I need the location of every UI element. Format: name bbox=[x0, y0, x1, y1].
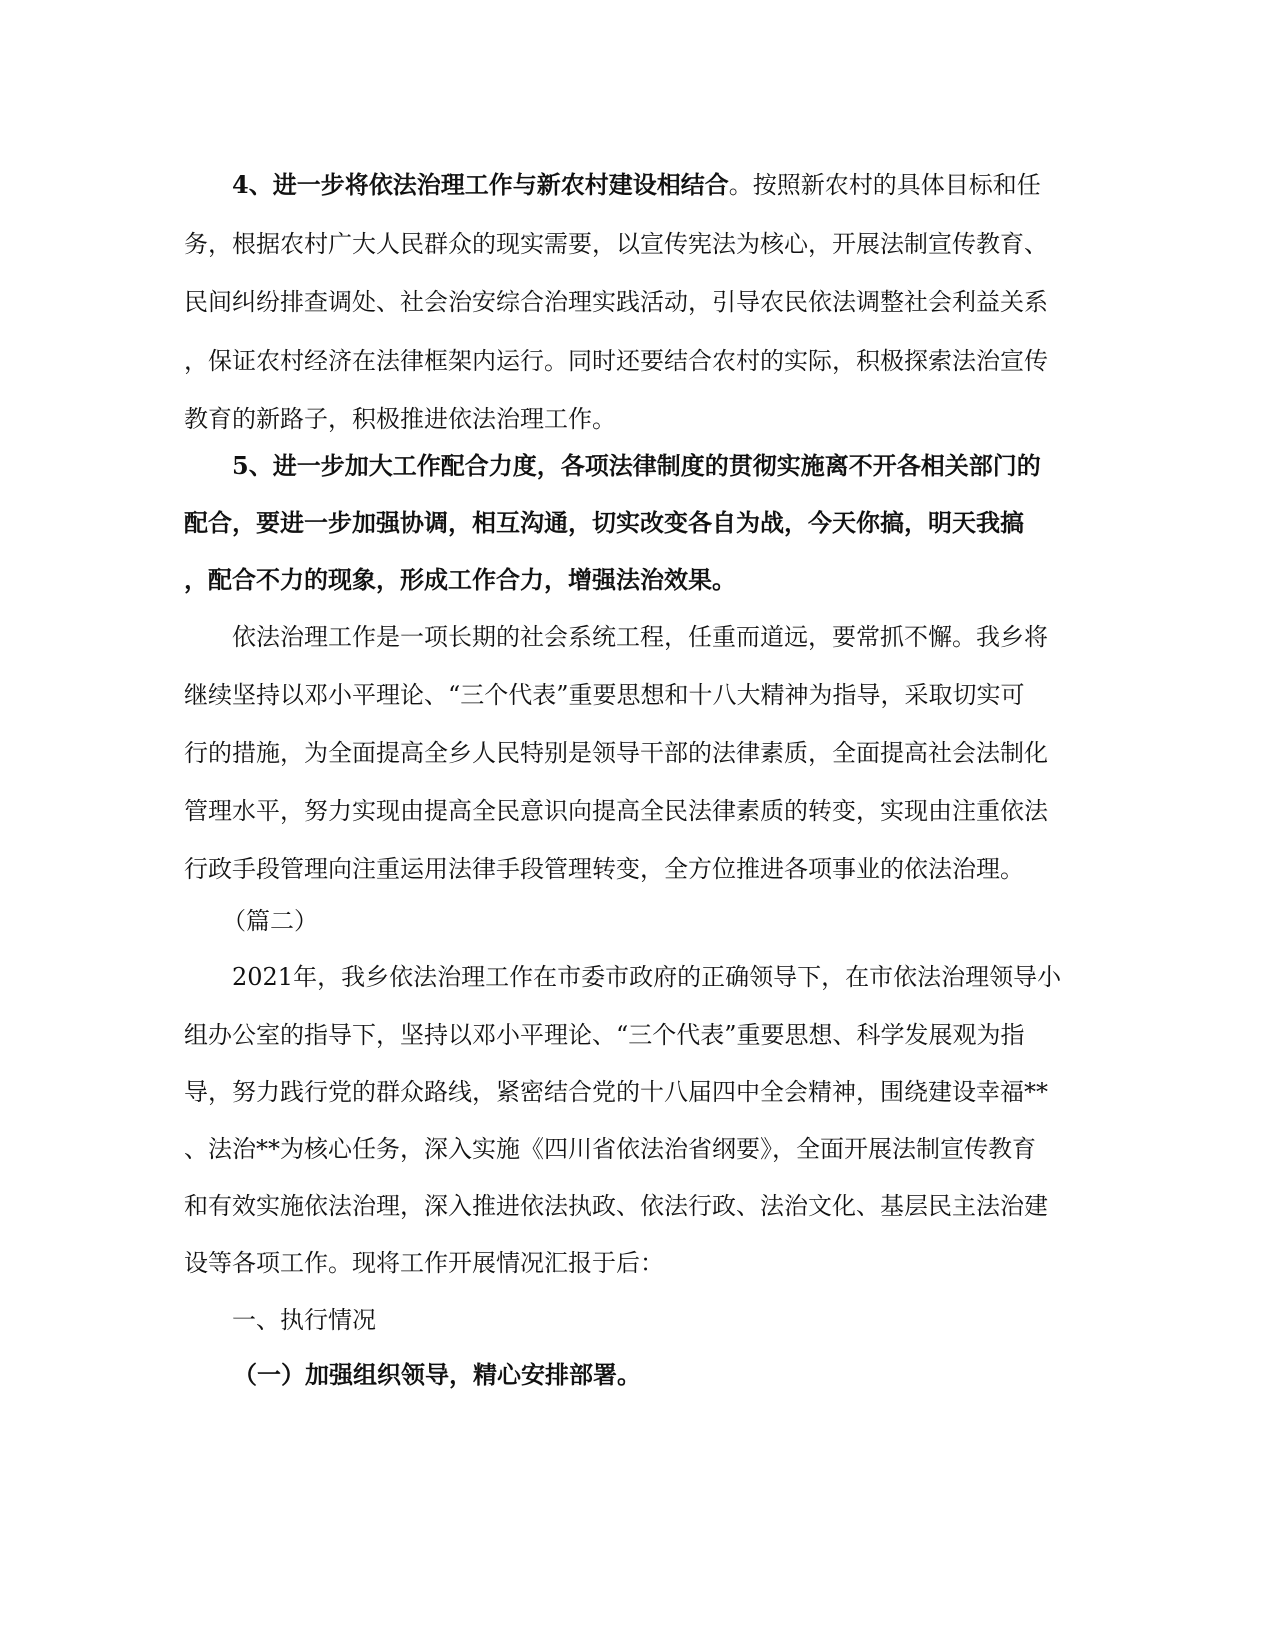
para4-lead-end: 。按照新农村的具体目标和任 bbox=[728, 171, 1041, 199]
conclusion-line-3: 行的措施，为全面提高全乡人民特别是领导干部的法律素质，全面提高社会法制化 bbox=[184, 739, 1048, 767]
subheading-organization: （一）加强组织领导，精心安排部署。 bbox=[233, 1360, 641, 1389]
intro-line-4: 、法治**为核心任务，深入实施《四川省依法治省纲要》，全面开展法制宣传教育 bbox=[184, 1135, 1036, 1163]
conclusion-line-2: 继续坚持以邓小平理论、“三个代表”重要思想和十八大精神为指导，采取切实可 bbox=[184, 681, 1025, 709]
intro-line-5: 和有效实施依法治理，深入推进依法执政、依法行政、法治文化、基层民主法治建 bbox=[184, 1192, 1048, 1220]
conclusion-line-1: 依法治理工作是一项长期的社会系统工程，任重而道远，要常抓不懈。我乡将 bbox=[232, 623, 1048, 651]
para4-line-1 bbox=[232, 168, 1132, 202]
intro-line-2: 组办公室的指导下，坚持以邓小平理论、“三个代表”重要思想、科学发展观为指 bbox=[184, 1021, 1025, 1049]
conclusion-line-5: 行政手段管理向注重运用法律手段管理转变，全方位推进各项事业的依法治理。 bbox=[184, 855, 1024, 883]
para4-line-2: 务，根据农村广大人民群众的现实需要，以宣传宪法为核心，开展法制宣传教育、 bbox=[184, 230, 1048, 258]
section-label: （篇二） bbox=[222, 907, 318, 935]
para4-line-3: 民间纠纷排查调处、社会治安综合治理实践活动，引导农民依法调整社会利益关系 bbox=[184, 288, 1048, 316]
intro-line-6: 设等各项工作。现将工作开展情况汇报于后： bbox=[184, 1249, 664, 1277]
para4-lead: 4、进一步将依法治理工作与新农村建设相结合 bbox=[232, 170, 729, 199]
para5-line-3: ，配合不力的现象，形成工作合力，增强法治效果。 bbox=[184, 565, 736, 594]
conclusion-line-4: 管理水平，努力实现由提高全民意识向提高全民法律素质的转变，实现由注重依法 bbox=[184, 797, 1048, 825]
intro-line-1: 2021年，我乡依法治理工作在市委市政府的正确领导下，在市依法治理领导小 bbox=[232, 963, 1062, 991]
intro-line-3: 导，努力践行党的群众路线，紧密结合党的十八届四中全会精神，围绕建设幸福** bbox=[184, 1078, 1048, 1106]
para5-line-2: 配合，要进一步加强协调，相互沟通，切实改变各自为战，今天你搞，明天我搞 bbox=[184, 508, 1024, 537]
para4-line-5: 教育的新路子，积极推进依法治理工作。 bbox=[184, 405, 616, 433]
para5-line-1: 5、进一步加大工作配合力度，各项法律制度的贯彻实施离不开各相关部门的 bbox=[232, 451, 1041, 480]
heading-execution: 一、执行情况 bbox=[232, 1306, 376, 1334]
para4-line-4: ，保证农村经济在法律框架内运行。同时还要结合农村的实际，积极探索法治宣传 bbox=[184, 347, 1048, 375]
